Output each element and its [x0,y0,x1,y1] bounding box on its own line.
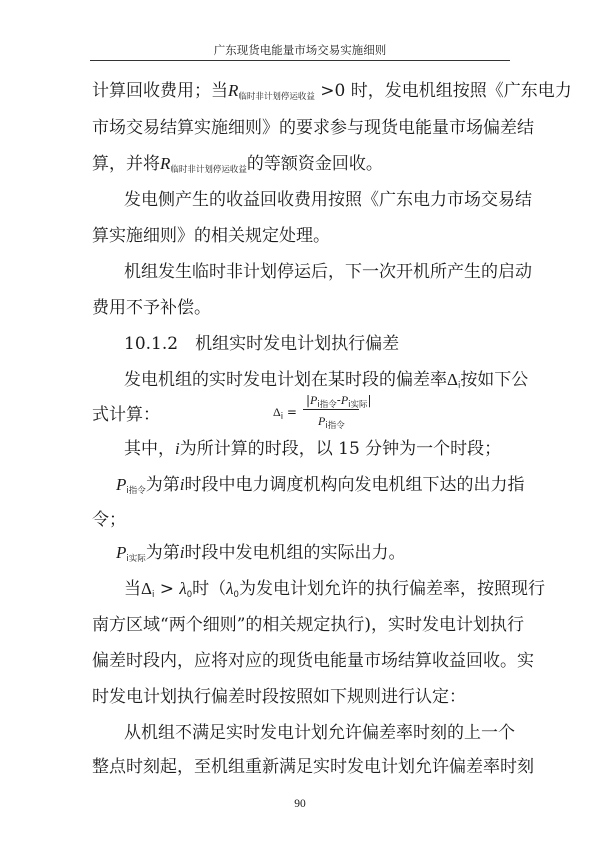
para-line-4: 发电侧产生的收益回收费用按照《广东电力市场交易结 [124,190,532,210]
para-line-19: 从机组不满足实时发电计划允许偏差率时刻的上一个 [124,723,515,743]
para-line-15: 当$\Delta_i > \lambda_0$时（$\lambda_0$为发电计划允许的执行偏差率，按照现行 [124,579,545,600]
para-line-2: 市场交易结算实施细则》的要求参与现货电能量市场偏差结 [92,118,534,138]
para-line-20: 整点时刻起，至机组重新满足实时发电计划允许偏差率时刻 [92,757,534,777]
para-line-14: $P_{i实际}$为第i时段中发电机组的实际出力。 [116,543,406,564]
para-line-16: 南方区域“两个细则”的相关规定执行)，实时发电计划执行 [92,615,525,635]
para-line-7: 费用不予补偿。 [92,298,211,318]
fraction-bar [303,409,359,410]
para-line-5: 算实施细则》的相关规定处理。 [92,226,330,246]
deviation-formula: $\Delta_i$ = $|P_{i指令}-P_{i实际}|$ $P_{i指令}$ [273,393,372,431]
para-line-3: 算，并将$R_{临时非计划停运收益}$的等额资金回收。 [92,154,383,175]
para-line-6: 机组发生临时非计划停运后，下一次开机所产生的启动 [124,262,532,282]
page-number: 90 [294,798,306,810]
para-line-18: 时发电计划执行偏差时段按照如下规则进行认定： [92,687,466,707]
para-line-11: 其中，i为所计算的时段，以 15 分钟为一个时段； [124,439,502,459]
running-header: 广东现货电能量市场交易实施细则 [213,43,387,57]
header-rule [90,60,510,61]
para-line-9: 发电机组的实时发电计划在某时段的偏差率$\Delta_i$按如下公 [124,370,529,391]
section-heading: 10.1.2 机组实时发电计划执行偏差 [124,334,400,354]
para-line-12: $P_{i指令}$为第i时段中电力调度机构向发电机组下达的出力指 [116,475,525,496]
para-line-1: 计算回收费用；当$R_{临时非计划停运收益} >0$ 时，发电机组按照《广东电力 [92,81,572,102]
para-line-13: 令； [92,510,126,530]
para-line-17: 偏差时段内，应将对应的现货电能量市场结算收益回收。实 [92,651,534,671]
para-line-10: 式计算： [92,405,160,425]
